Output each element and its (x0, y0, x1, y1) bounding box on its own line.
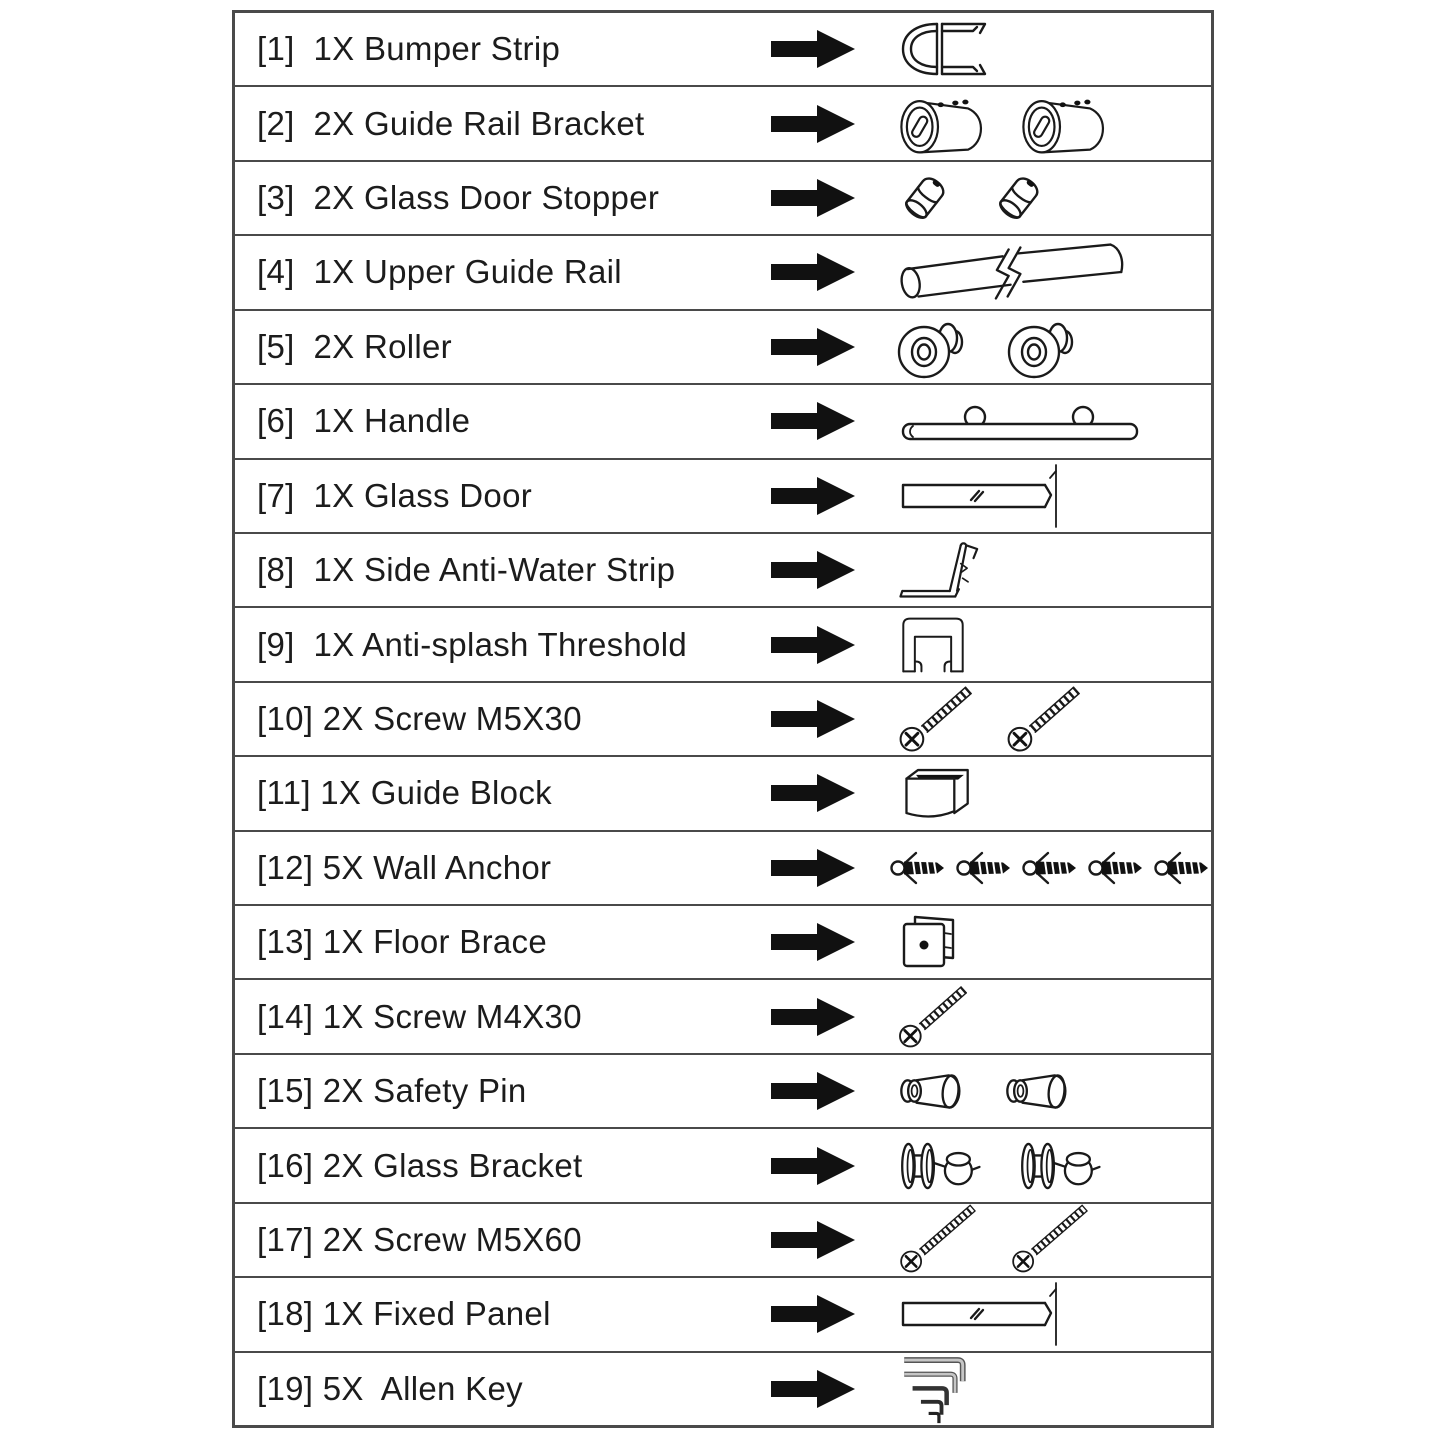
part-label: [10] 2X Screw M5X30 (257, 700, 582, 737)
parts-row-16 (235, 1129, 1211, 1203)
upper-guide-rail-icon (859, 241, 1211, 303)
part-label: [9] 1X Anti-splash Threshold (257, 625, 687, 663)
parts-row-8 (235, 534, 1211, 608)
arrow-icon (769, 1068, 859, 1114)
part-label: [6] 1X Handle (257, 402, 471, 440)
arrow-icon (769, 1217, 859, 1263)
arrow-icon (769, 249, 859, 295)
arrow-icon (769, 1366, 859, 1412)
safety-pin-icon (859, 1063, 1211, 1119)
part-label: [4] 1X Upper Guide Rail (257, 253, 622, 291)
fixed-panel-icon (859, 1279, 1211, 1349)
arrow-icon (769, 696, 859, 742)
parts-row-5 (235, 311, 1211, 385)
anti-splash-threshold-icon (859, 612, 1211, 678)
arrow-icon (769, 994, 859, 1040)
part-label: [16] 2X Glass Bracket (257, 1146, 583, 1184)
parts-row-4 (235, 236, 1211, 310)
guide-rail-bracket-icon (859, 92, 1211, 156)
parts-row-19 (235, 1353, 1211, 1425)
roller-icon (859, 312, 1211, 382)
part-label: [11] 1X Guide Block (257, 774, 552, 812)
part-label: [15] 2X Safety Pin (257, 1072, 527, 1110)
part-label: [1] 1X Bumper Strip (257, 30, 561, 68)
parts-row-6 (235, 385, 1211, 459)
wall-anchor-icon (859, 848, 1211, 888)
arrow-icon (769, 770, 859, 816)
parts-row-10 (235, 683, 1211, 757)
part-label: [5] 2X Roller (257, 327, 452, 365)
arrow-icon (769, 324, 859, 370)
glass-door-icon (859, 461, 1211, 531)
arrow-icon (769, 622, 859, 668)
screw-m5x60-icon (859, 1203, 1211, 1277)
parts-row-12 (235, 832, 1211, 906)
arrow-icon (769, 1143, 859, 1189)
glass-door-stopper-icon (859, 164, 1211, 232)
parts-row-1 (235, 13, 1211, 87)
parts-row-3 (235, 162, 1211, 236)
bumper-strip-icon (859, 20, 1211, 78)
arrow-icon (769, 473, 859, 519)
arrow-icon (769, 26, 859, 72)
arrow-icon (769, 175, 859, 221)
part-label: [3] 2X Glass Door Stopper (257, 179, 660, 217)
parts-row-15 (235, 1055, 1211, 1129)
arrow-icon (769, 1291, 859, 1337)
part-label: [7] 1X Glass Door (257, 476, 533, 514)
parts-row-11 (235, 757, 1211, 831)
parts-row-13 (235, 906, 1211, 980)
guide-block-icon (859, 761, 1211, 825)
glass-bracket-icon (859, 1134, 1211, 1198)
part-label: [14] 1X Screw M4X30 (257, 997, 582, 1035)
arrow-icon (769, 845, 859, 891)
allen-key-icon (859, 1353, 1211, 1425)
parts-row-2 (235, 87, 1211, 161)
part-label: [18] 1X Fixed Panel (257, 1295, 551, 1333)
arrow-icon (769, 101, 859, 147)
arrow-icon (769, 919, 859, 965)
part-label: [19] 5X Allen Key (257, 1369, 523, 1407)
screw-m4x30-icon (859, 982, 1211, 1052)
side-anti-water-strip-icon (859, 538, 1211, 602)
parts-row-7 (235, 460, 1211, 534)
part-label: [8] 1X Side Anti-Water Strip (257, 551, 676, 589)
floor-brace-icon (859, 909, 1211, 975)
screw-m5x30-icon (859, 682, 1211, 756)
arrow-icon (769, 547, 859, 593)
arrow-icon (769, 398, 859, 444)
parts-row-14 (235, 980, 1211, 1054)
part-label: [13] 1X Floor Brace (257, 923, 548, 961)
parts-row-17 (235, 1204, 1211, 1278)
parts-table (232, 10, 1214, 1428)
parts-row-18 (235, 1278, 1211, 1352)
handle-icon (859, 396, 1211, 446)
part-label: [12] 5X Wall Anchor (257, 848, 552, 886)
parts-row-9 (235, 608, 1211, 682)
part-label: [17] 2X Screw M5X60 (257, 1220, 582, 1258)
part-label: [2] 2X Guide Rail Bracket (257, 104, 645, 142)
